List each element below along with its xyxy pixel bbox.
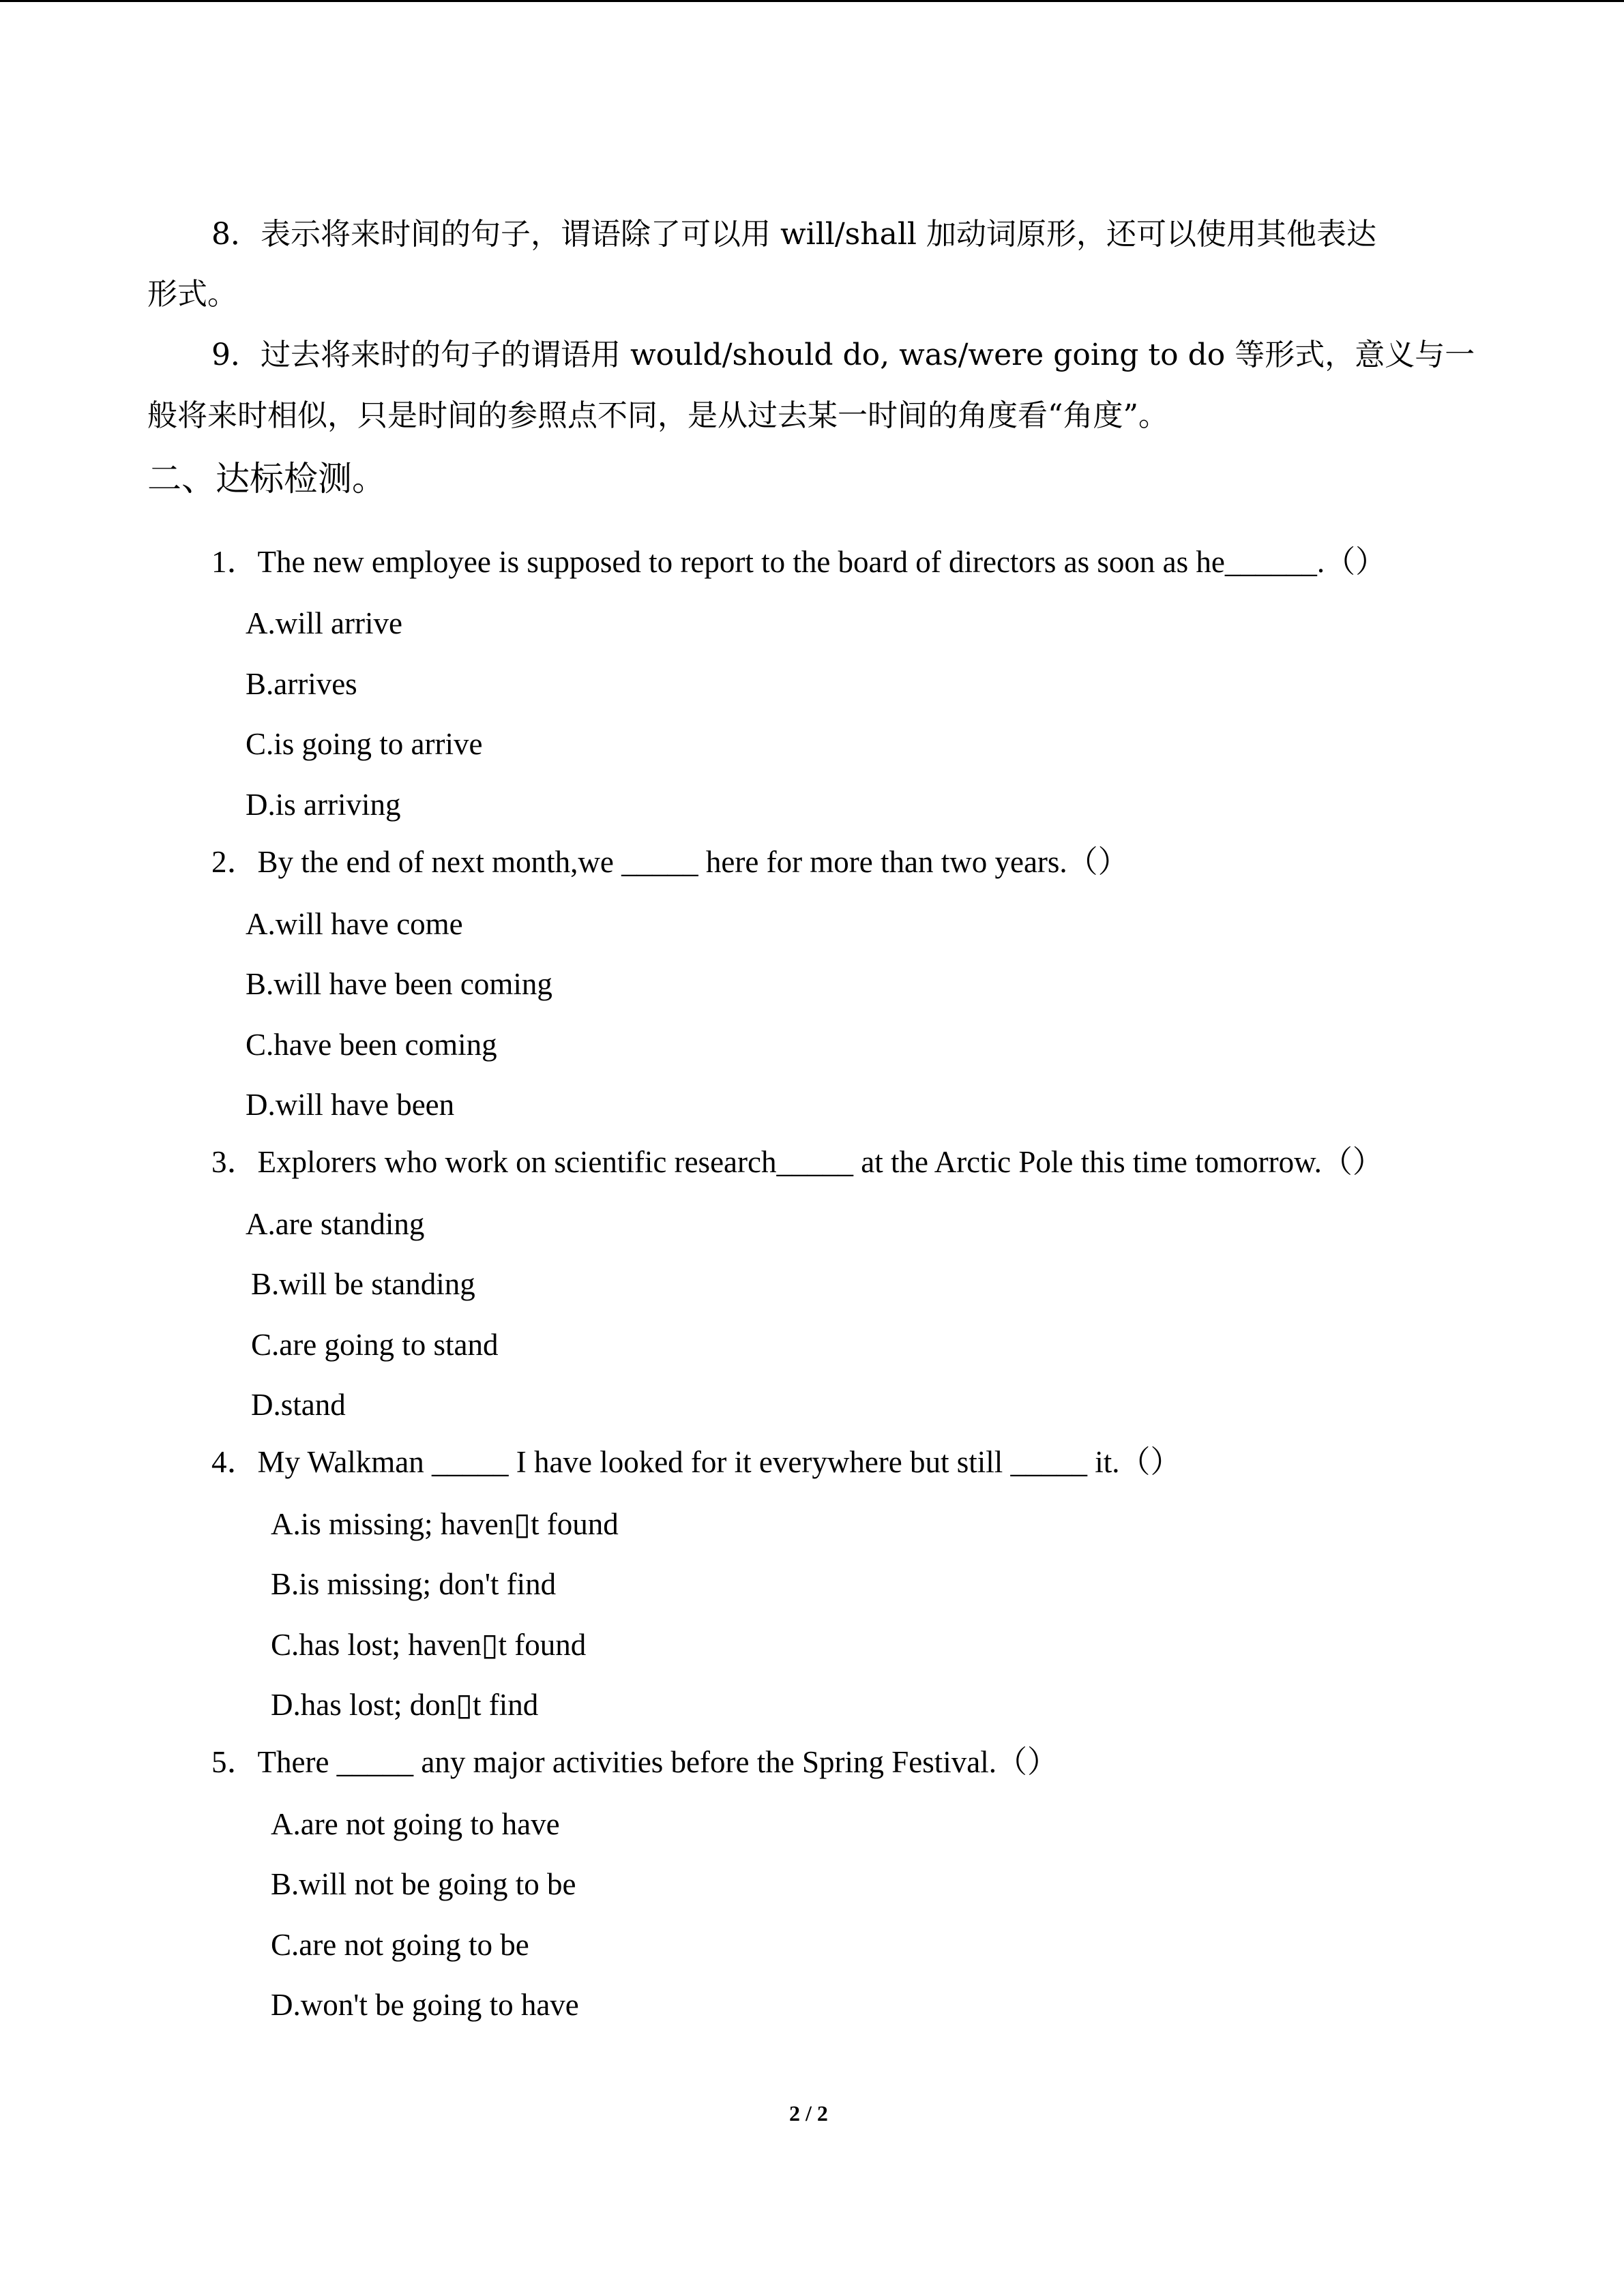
question-2-option-d: D.will have been — [246, 1088, 455, 1122]
question-5-option-d: D.won't be going to have — [271, 1988, 579, 2022]
question-4-stem: 4．My Walkman _____ I have looked for it everywhere but still _____ it.（） — [211, 1445, 1181, 1479]
question-1-option-d: D.is arriving — [246, 788, 401, 822]
question-4-option-b: B.is missing; don't find — [271, 1567, 557, 1601]
section-heading: 二、达标检测。 — [147, 459, 386, 498]
question-4-option-a: A.is missing; haven▯t found — [271, 1507, 619, 1541]
question-3-stem: 3．Explorers who work on scientific research_____ at the Arctic Pole this time tomorrow.（） — [211, 1145, 1383, 1179]
page-top-border — [0, 0, 1624, 2]
question-1-stem: 1．The new employee is supposed to report to the board of directors as soon as he______.（） — [211, 545, 1387, 579]
question-2-option-a: A.will have come — [246, 907, 463, 941]
paragraph-9-line-2: 般将来时相似，只是时间的参照点不同，是从过去某一时间的角度看“角度”。 — [147, 398, 1168, 433]
question-1-option-c: C.is going to arrive — [246, 727, 483, 761]
page-number: 2 / 2 — [789, 2101, 828, 2126]
question-1-option-a: A.will arrive — [246, 606, 402, 640]
question-5-option-b: B.will not be going to be — [271, 1867, 576, 1901]
paragraph-9-line-1: 9．过去将来时的句子的谓语用 would/should do, was/were going to do 等形式，意义与一 — [211, 338, 1475, 372]
question-2-stem: 2．By the end of next month,we _____ here for more than two years.（） — [211, 845, 1129, 879]
paragraph-8-line-2: 形式。 — [147, 277, 237, 312]
question-5-option-c: C.are not going to be — [271, 1928, 529, 1962]
question-5-option-a: A.are not going to have — [271, 1807, 560, 1841]
question-3-option-b: B.will be standing — [251, 1267, 475, 1301]
paragraph-8-line-1: 8．表示将来时间的句子，谓语除了可以用 will/shall 加动词原形，还可以使用其他表达 — [211, 217, 1376, 252]
question-2-option-c: C.have been coming — [246, 1028, 497, 1062]
question-3-option-a: A.are standing — [246, 1207, 425, 1241]
question-4-option-c: C.has lost; haven▯t found — [271, 1628, 587, 1662]
question-3-option-c: C.are going to stand — [251, 1328, 499, 1362]
question-2-option-b: B.will have been coming — [246, 967, 552, 1001]
question-4-option-d: D.has lost; don▯t find — [271, 1688, 539, 1722]
question-1-option-b: B.arrives — [246, 667, 357, 701]
question-5-stem: 5．There _____ any major activities before the Spring Festival.（） — [211, 1745, 1058, 1779]
question-3-option-d: D.stand — [251, 1388, 346, 1422]
